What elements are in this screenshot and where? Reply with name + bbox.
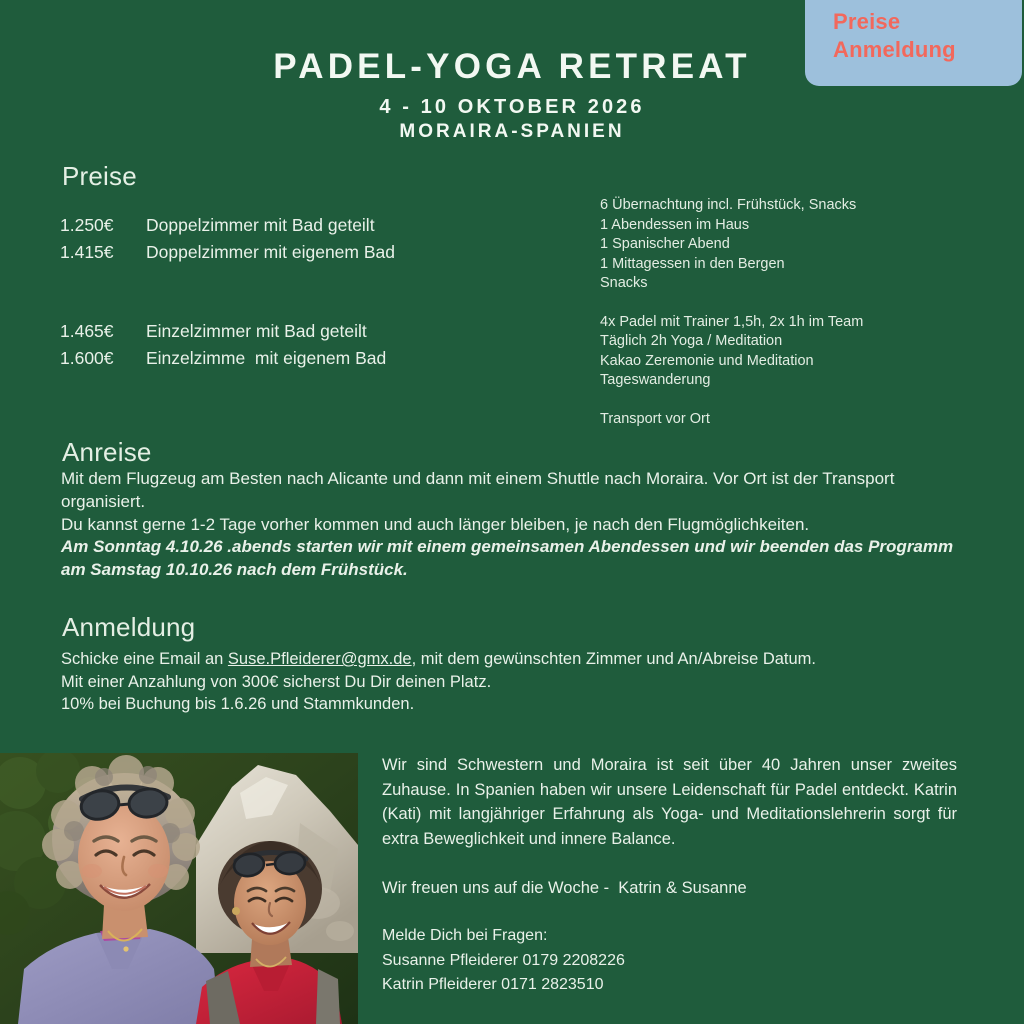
price-row xyxy=(60,318,530,345)
inclusion-item: Transport vor Ort xyxy=(600,410,710,427)
contact-block xyxy=(382,924,957,998)
price-desc: Einzelzimmer mit Bad geteilt xyxy=(146,321,367,341)
price-desc: Einzelzimme mit eigenem Bad xyxy=(146,348,387,368)
price-row xyxy=(60,345,530,372)
anmeldung-heading: Anmeldung xyxy=(62,612,196,642)
bio-paragraph: Wir sind Schwestern und Moraira ist seit über 40 Jahren unser zweites Zuhause. In Spanien haben wir unsere Leidenschaft für Padel entdeckt. Katrin (Kati) mit langjähriger Erfahrung als Yoga- und Meditationslehrerin sorgt für extra Beweglichkeit und innere Balance. xyxy=(382,756,957,848)
badge-line-anmeldung: Anmeldung xyxy=(833,37,956,63)
price-row xyxy=(60,239,530,266)
price-amount: 1.465€ xyxy=(60,321,114,341)
preise-heading: Preise xyxy=(62,161,137,191)
anreise-paragraph-3: Am Sonntag 4.10.26 .abends starten wir mit einem gemeinsamen Abendessen und wir beenden das Programm am Samstag 10.10.26 nach dem Frühstück. xyxy=(61,537,954,580)
contact-katrin: Katrin Pfleiderer 0171 2823510 xyxy=(382,976,604,993)
page-title: PADEL-YOGA RETREAT xyxy=(273,47,751,86)
sisters-photo-illustration xyxy=(0,753,358,1024)
bio-column xyxy=(382,753,957,998)
inclusion-item: Kakao Zeremonie und Meditation xyxy=(600,352,814,369)
price-group-spacer xyxy=(60,266,530,318)
inclusion-item: 6 Übernachtung incl. Frühstück, Snacks xyxy=(600,197,857,213)
inclusion-item: Täglich 2h Yoga / Meditation xyxy=(600,333,783,349)
anreise-paragraph-2: Du kannst gerne 1-2 Tage vorher kommen und auch länger bleiben, je nach den Flugmöglichkeiten. xyxy=(61,514,810,534)
badge-line-preise: Preise xyxy=(833,9,901,34)
sisters-photo xyxy=(0,753,358,1024)
anmeldung-text-before: Schicke eine Email an xyxy=(61,650,228,668)
anreise-heading: Anreise xyxy=(62,437,152,467)
anmeldung-line-1 xyxy=(61,648,961,671)
title-location: MORAIRA-SPANIEN xyxy=(399,120,625,142)
anmeldung-line-3: 10% bei Buchung bis 1.6.26 und Stammkunden. xyxy=(61,695,415,714)
inclusions-list xyxy=(600,196,960,429)
contact-susanne: Susanne Pfleiderer 0179 2208226 xyxy=(382,951,625,969)
price-list xyxy=(60,212,530,372)
title-block xyxy=(0,48,1024,142)
price-row xyxy=(60,212,530,239)
inclusion-item: 1 Mittagessen in den Bergen xyxy=(600,255,785,272)
anreise-paragraph-1: Mit dem Flugzeug am Besten nach Alicante und dann mit einem Shuttle nach Moraira. Vor Ort ist der Transport organisiert. xyxy=(61,469,895,511)
inclusion-item: 4x Padel mit Trainer 1,5h, 2x 1h im Team xyxy=(600,313,864,330)
price-desc: Doppelzimmer mit Bad geteilt xyxy=(146,215,375,235)
contact-heading: Melde Dich bei Fragen: xyxy=(382,927,548,944)
price-amount: 1.600€ xyxy=(60,348,114,368)
title-dates: 4 - 10 OKTOBER 2026 xyxy=(379,95,645,118)
bio-closing: Wir freuen uns auf die Woche - Katrin & Susanne xyxy=(382,879,747,897)
inclusion-item: Tageswanderung xyxy=(600,372,711,388)
anmeldung-text-after: , mit dem gewünschten Zimmer und An/Abreise Datum. xyxy=(411,650,817,668)
anmeldung-body xyxy=(61,648,961,716)
anreise-body xyxy=(61,468,961,582)
anmeldung-line-2: Mit einer Anzahlung von 300€ sicherst Du Dir deinen Platz. xyxy=(61,672,492,691)
inclusion-group-spacer xyxy=(600,391,960,410)
email-link[interactable]: Suse.Pfleiderer@gmx.de xyxy=(227,650,412,668)
inclusion-group-spacer xyxy=(600,294,960,313)
price-desc: Doppelzimmer mit eigenem Bad xyxy=(146,242,395,262)
price-amount: 1.415€ xyxy=(60,242,114,262)
price-amount: 1.250€ xyxy=(60,215,114,235)
inclusion-item: 1 Abendessen im Haus xyxy=(600,216,750,233)
inclusion-item: 1 Spanischer Abend xyxy=(600,236,730,252)
inclusion-item: Snacks xyxy=(600,275,648,291)
